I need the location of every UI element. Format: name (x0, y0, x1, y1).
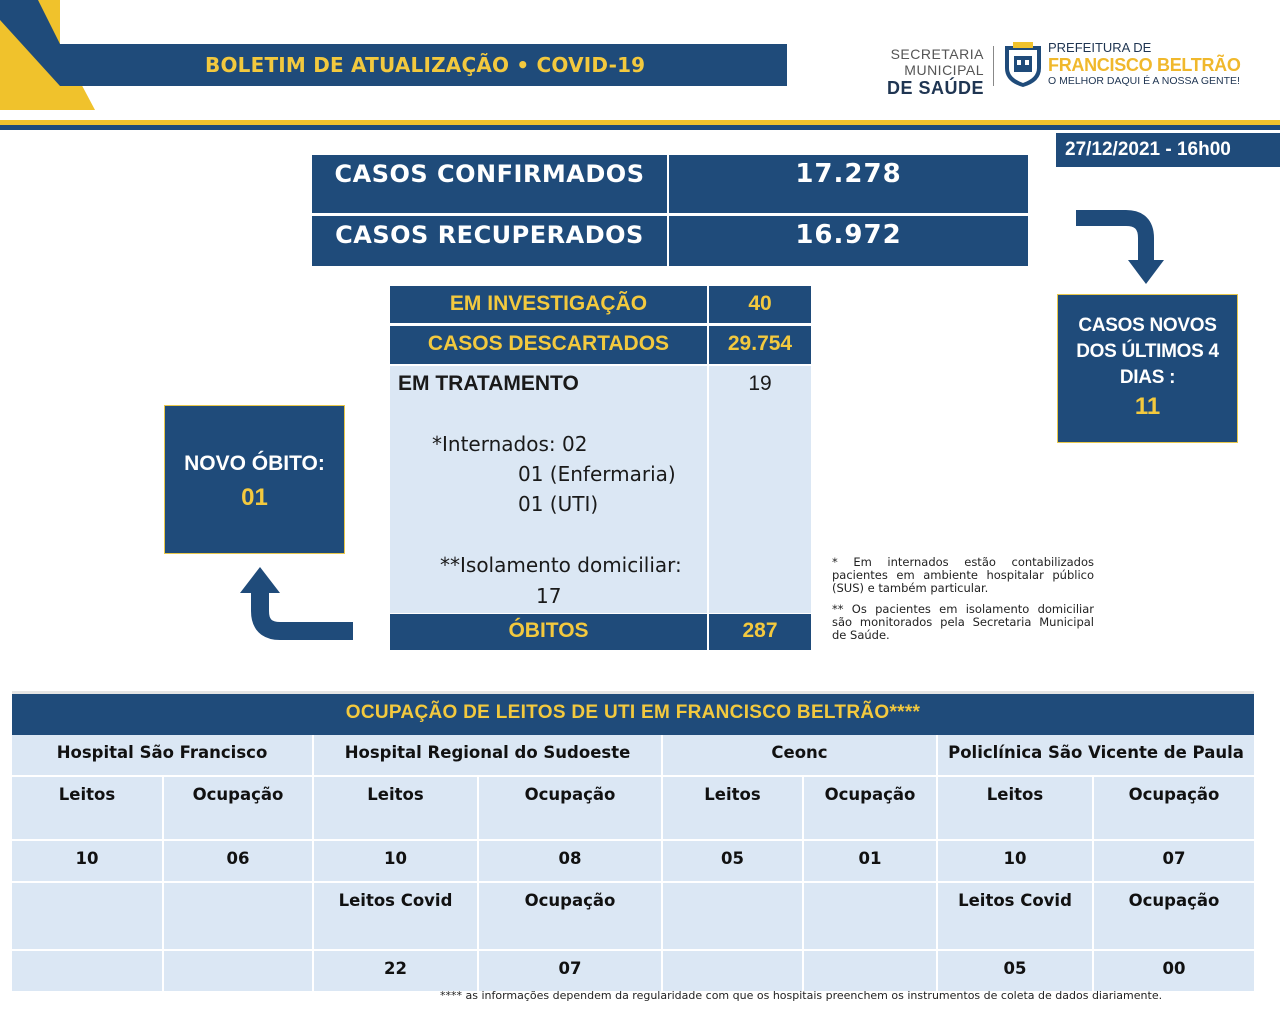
icu-covid-header (164, 883, 312, 949)
icu-covid-header (938, 883, 1092, 949)
icu-covid-value (479, 951, 661, 991)
confirmed-cases-value: 17.278 (795, 159, 902, 189)
icu-value-text: 05 (721, 849, 744, 868)
new-death-value: 01 (241, 484, 268, 511)
icu-value (804, 841, 936, 881)
icu-hospital-header (314, 735, 661, 775)
confirmed-cases-row (312, 155, 1028, 213)
icu-value-text: 07 (1162, 849, 1186, 868)
deaths-label: ÓBITOS (508, 619, 589, 642)
discarded-value: 29.754 (707, 326, 811, 364)
new-death-label: NOVO ÓBITO: (184, 452, 325, 475)
icu-covid-header-text (164, 883, 312, 891)
arrow-up-icon (240, 565, 355, 645)
prefeitura-logo-text (1048, 40, 1258, 87)
secretaria-logo-text (812, 46, 984, 99)
city-crest-icon (1003, 42, 1043, 88)
icu-col-header (479, 777, 661, 839)
investigation-row (390, 286, 811, 323)
icu-value (1094, 841, 1254, 881)
treatment-label: EM TRATAMENTO (398, 372, 579, 395)
note-isolation: ** Os pacientes em isolamento domiciliar são monitorados pela Secretaria Municipal de Saúde. (832, 602, 1094, 642)
icu-covid-header-text (804, 883, 936, 891)
icu-covid-header-text: Ocupação (1128, 891, 1220, 910)
icu-covid-value (314, 951, 477, 991)
icu-col-header-text: Ocupação (524, 785, 616, 804)
icu-covid-value-text (804, 951, 936, 959)
logo-divider (993, 46, 994, 86)
icu-col-header (663, 777, 802, 839)
home-isolation-text: **Isolamento domiciliar: (440, 553, 682, 577)
icu-covid-header (804, 883, 936, 949)
icu-covid-header-text: Ocupação (524, 891, 616, 910)
icu-covid-value (804, 951, 936, 991)
icu-col-header (164, 777, 312, 839)
icu-covid-value-text: 05 (1003, 959, 1027, 978)
icu-covid-header (479, 883, 661, 949)
icu-value-text: 10 (1003, 849, 1027, 868)
icu-col-header (314, 777, 477, 839)
icu-covid-header-text: Leitos Covid (338, 891, 453, 910)
icu-covid-value-text: 00 (1162, 959, 1186, 978)
new-cases-line3: DIAS : (1119, 367, 1176, 388)
home-isolation-value: 17 (536, 584, 562, 608)
icu-col-header-text: Ocupação (192, 785, 284, 804)
icu-col-header-text: Leitos (58, 785, 116, 804)
note-hospitalized: * Em internados estão contabilizados pacientes em ambiente hospitalar público (SUS) e também particular. (832, 555, 1094, 595)
icu-hospital-header (12, 735, 312, 775)
header-stripe (0, 120, 1280, 130)
bulletin-date: 27/12/2021 - 16h00 (1056, 133, 1280, 167)
icu-value-text: 10 (384, 849, 407, 868)
ward-text: 01 (Enfermaria) (518, 462, 676, 486)
icu-value-text: 08 (558, 849, 582, 868)
deaths-value: 287 (707, 614, 811, 650)
secretaria-line1: SECRETARIA MUNICIPAL (890, 46, 984, 78)
icu-col-header-text: Ocupação (1128, 785, 1220, 804)
icu-col-header (1094, 777, 1254, 839)
icu-covid-header-text (663, 883, 802, 891)
page-title: BOLETIM DE ATUALIZAÇÃO • COVID-19 (205, 53, 646, 77)
deaths-row (390, 614, 811, 650)
icu-hospital-header-text: Policlínica São Vicente de Paula (948, 743, 1244, 762)
prefeitura-slogan: O MELHOR DAQUI É A NOSSA GENTE! (1048, 75, 1240, 87)
discarded-row (390, 326, 811, 364)
icu-covid-value (164, 951, 312, 991)
icu-value-text: 10 (75, 849, 99, 868)
icu-table-title: OCUPAÇÃO DE LEITOS DE UTI EM FRANCISCO BELTRÃO**** (12, 691, 1254, 735)
icu-covid-value-text (164, 951, 312, 959)
hospitalized-text: *Internados: 02 (432, 432, 588, 456)
icu-text: 01 (UTI) (518, 492, 599, 516)
icu-value (938, 841, 1092, 881)
icu-hospital-header-text: Hospital Regional do Sudoeste (344, 743, 631, 762)
icu-covid-value (663, 951, 802, 991)
confirmed-cases-label: CASOS CONFIRMADOS (312, 155, 669, 213)
icu-covid-value-text (12, 951, 162, 959)
investigation-value: 40 (707, 286, 811, 323)
icu-covid-value (12, 951, 162, 991)
new-cases-line1: CASOS NOVOS (1078, 315, 1217, 336)
icu-covid-value (938, 951, 1092, 991)
new-cases-line2: DOS ÚLTIMOS 4 (1076, 341, 1219, 362)
icu-col-header-text: Leitos (704, 785, 761, 804)
icu-covid-value-text: 22 (384, 959, 407, 978)
treatment-row (390, 366, 811, 613)
treatment-value: 19 (707, 366, 811, 613)
icu-value (12, 841, 162, 881)
icu-col-header (804, 777, 936, 839)
icu-value-text: 01 (858, 849, 882, 868)
icu-col-header (938, 777, 1092, 839)
discarded-label: CASOS DESCARTADOS (427, 332, 670, 355)
prefeitura-line1: PREFEITURA DE (1048, 40, 1152, 55)
icu-col-header-text: Leitos (986, 785, 1044, 804)
icu-value (164, 841, 312, 881)
icu-covid-value-text (663, 951, 802, 959)
icu-hospital-header (663, 735, 936, 775)
recovered-cases-value: 16.972 (795, 220, 902, 250)
new-cases-label (1058, 313, 1237, 391)
icu-value-text: 06 (226, 849, 250, 868)
icu-value (663, 841, 802, 881)
new-cases-box (1057, 294, 1238, 443)
icu-hospital-header (938, 735, 1254, 775)
icu-covid-header (1094, 883, 1254, 949)
icu-covid-header (12, 883, 162, 949)
icu-covid-value-text: 07 (558, 959, 582, 978)
icu-value (314, 841, 477, 881)
secretaria-line2: DE SAÚDE (886, 78, 984, 98)
prefeitura-line2: FRANCISCO BELTRÃO (1048, 55, 1241, 75)
icu-covid-header (314, 883, 477, 949)
icu-col-header-text: Ocupação (824, 785, 916, 804)
icu-covid-header-text (12, 883, 162, 891)
new-death-box (164, 405, 345, 554)
icu-covid-header-text: Leitos Covid (958, 891, 1072, 910)
icu-col-header (12, 777, 162, 839)
recovered-cases-row (312, 216, 1028, 266)
arrow-down-icon (1076, 208, 1168, 286)
new-cases-value: 11 (1134, 393, 1161, 420)
treatment-details (390, 366, 707, 613)
icu-covid-value (1094, 951, 1254, 991)
icu-covid-header (663, 883, 802, 949)
icu-hospital-header-text: Ceonc (771, 743, 828, 762)
icu-footnote: **** as informações dependem da regularidade com que os hospitais preenchem os instrumentos de coleta de dados diariamente. (440, 989, 1163, 1002)
icu-hospital-header-text: Hospital São Francisco (56, 743, 268, 762)
investigation-label: EM INVESTIGAÇÃO (449, 292, 648, 315)
notes (832, 556, 1094, 642)
icu-value (479, 841, 661, 881)
recovered-cases-label: CASOS RECUPERADOS (312, 216, 669, 266)
header-title-bar (60, 44, 787, 86)
icu-col-header-text: Leitos (367, 785, 424, 804)
